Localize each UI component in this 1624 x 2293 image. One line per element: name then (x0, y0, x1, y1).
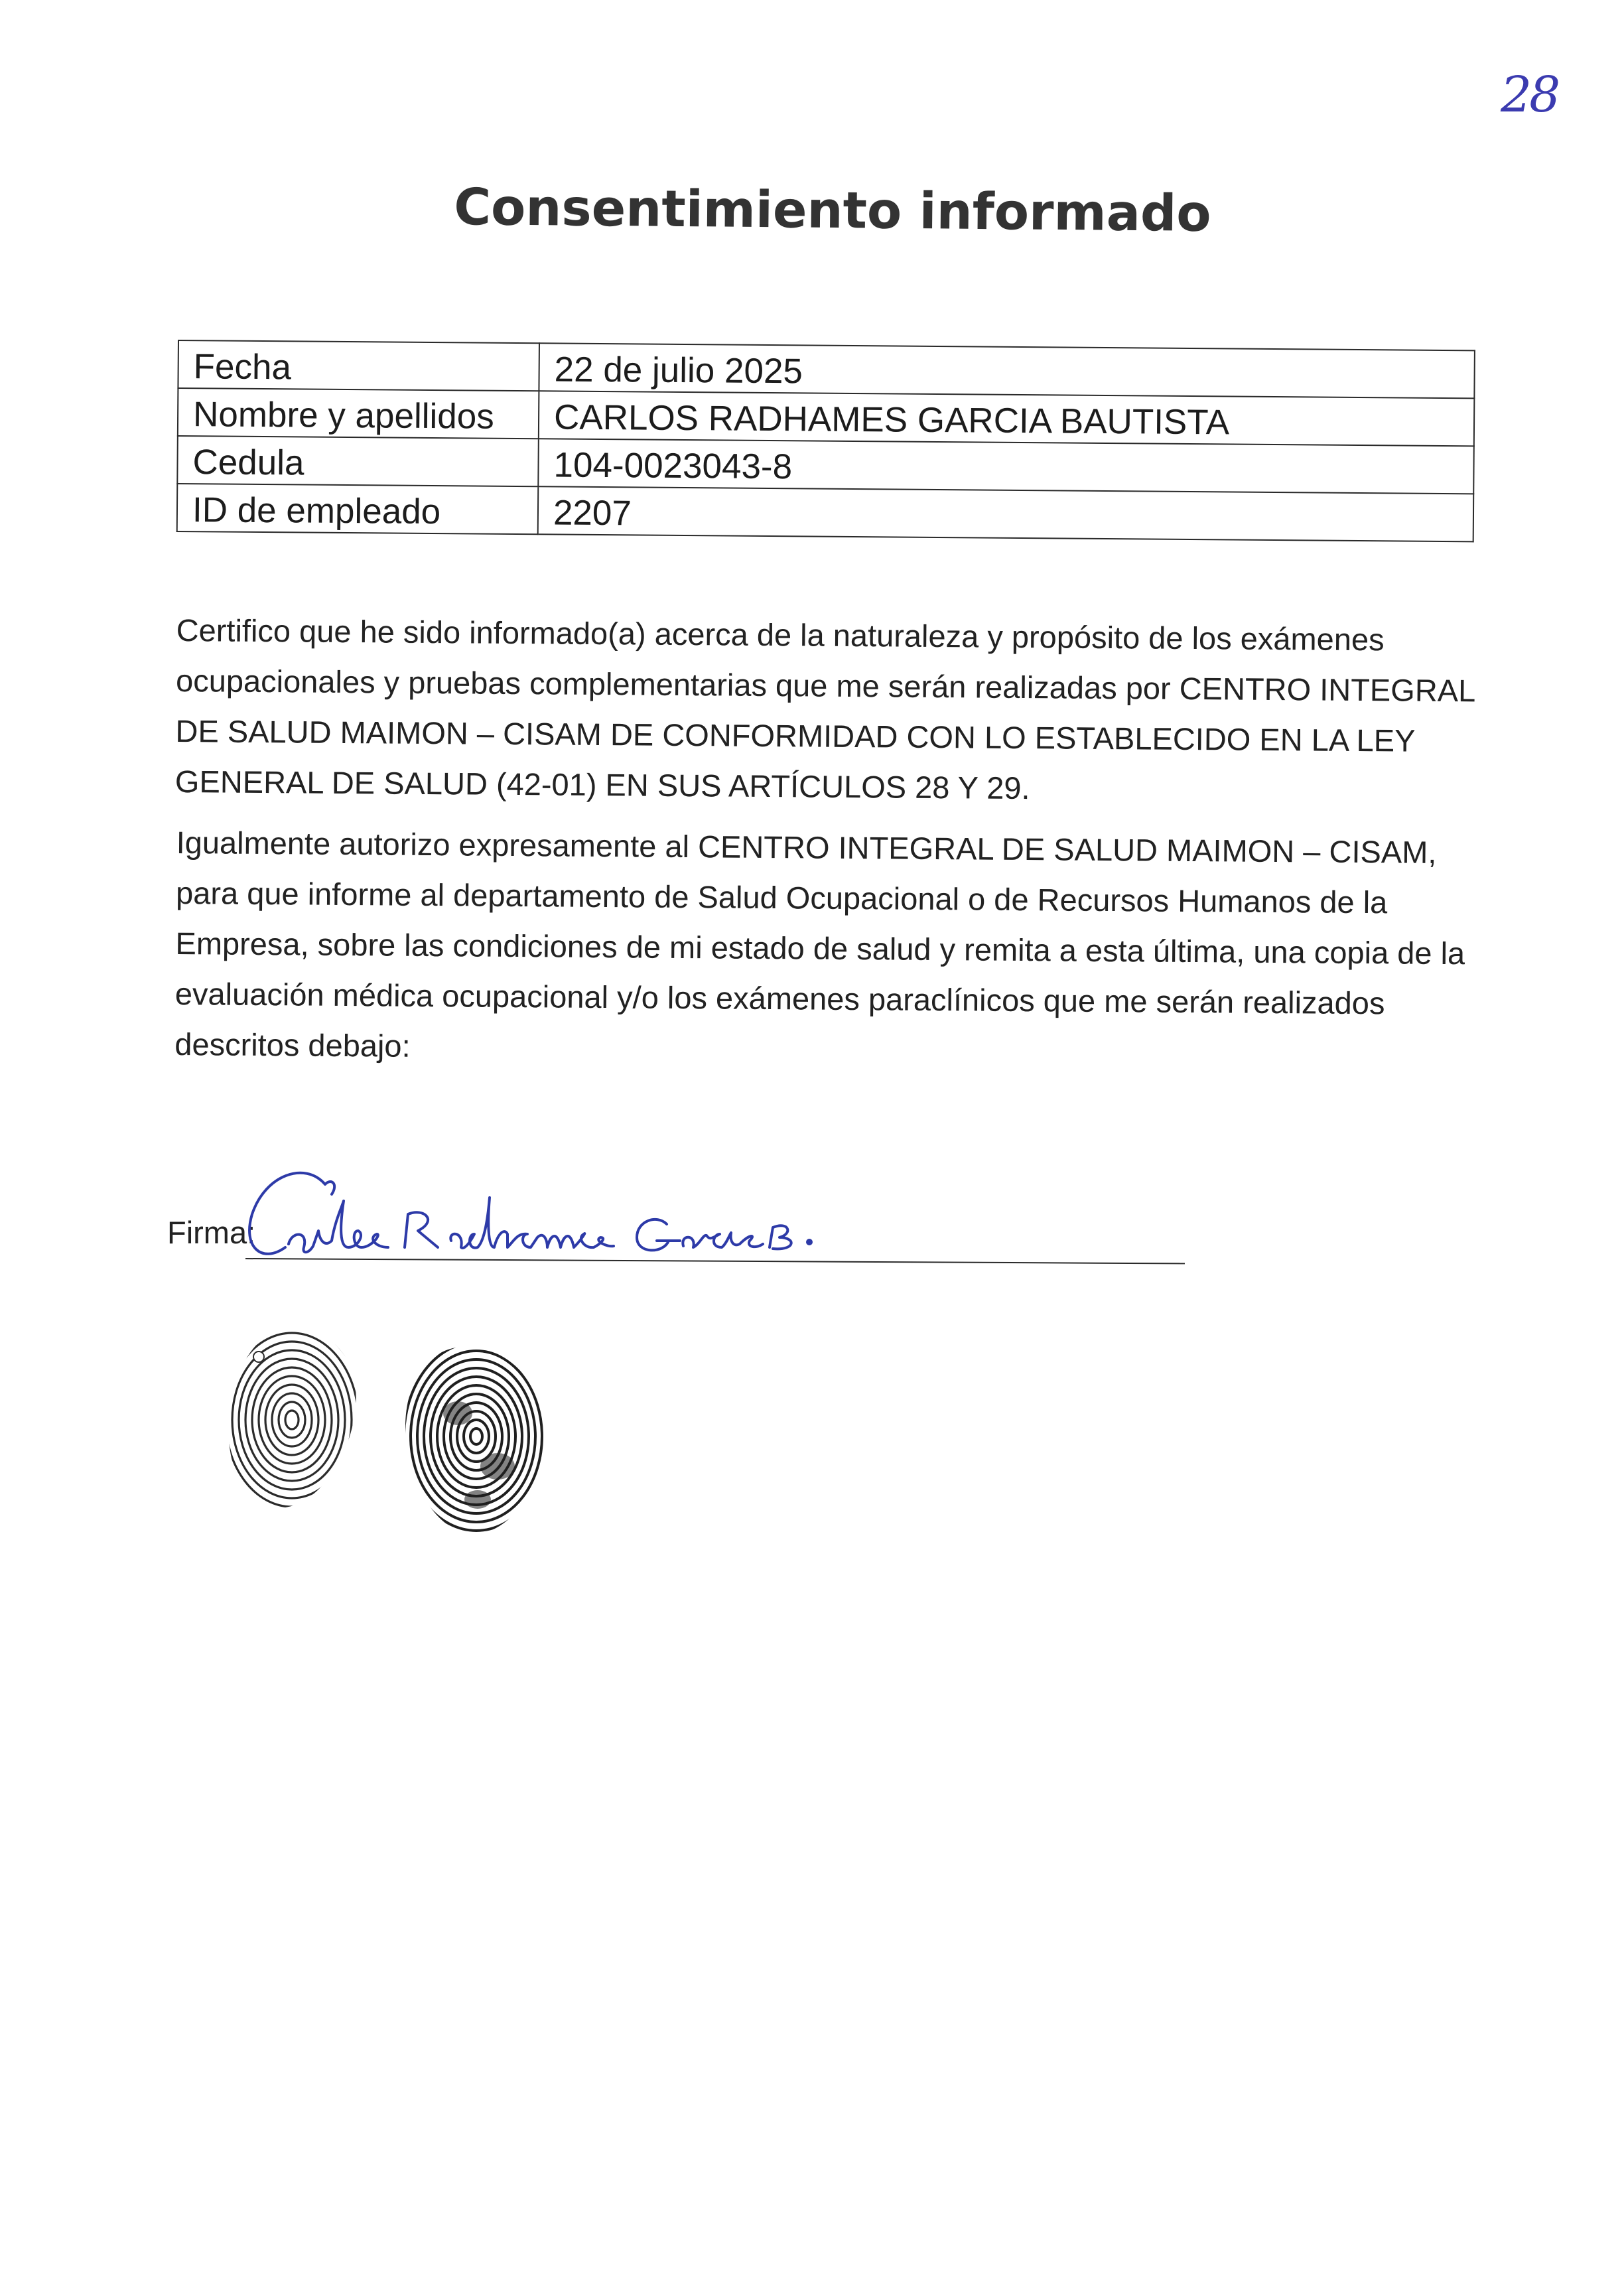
signature-label: Firma: (167, 1215, 256, 1250)
row-value: CARLOS RADHAMES GARCIA BAUTISTA (539, 391, 1475, 446)
document-title: Consentimiento informado (453, 177, 1211, 243)
row-value: 22 de julio 2025 (539, 343, 1475, 398)
consent-paragraph-2: Igualmente autorizo expresamente al CENTRO INTEGRAL DE SALUD MAIMON – CISAM, para que informe al departamento de Salud Ocupacional o de Recursos Humanos de la Empresa, sobre las condiciones de mi estado de salud y remita a esta última, una copia de la evaluación médica ocupacional y/o los exámenes paraclínicos que me serán realizados descritos debajo: (174, 824, 1465, 1064)
page-number: 28 (1501, 66, 1558, 123)
row-label: ID de empleado (177, 484, 539, 534)
table-row-id-empleado (177, 484, 1474, 541)
consent-paragraph-1: Certifico que he sido informado(a) acerca de la naturaleza y propósito de los exámenes ocupacionales y pruebas complementarias que me serán realizadas por CENTRO INTEGRAL DE SALUD MAIMON – CISAM DE CONFORMIDAD CON LO ESTABLECIDO EN LA LEY GENERAL DE SALUD (42-01) EN SUS ARTÍCULOS 28 Y 29. (174, 612, 1475, 806)
row-value: 104-0023043-8 (538, 439, 1474, 494)
info-table (176, 340, 1475, 542)
fingerprint-left (219, 1320, 365, 1513)
row-value: 2207 (538, 486, 1474, 541)
handwritten-signature (226, 1148, 862, 1281)
fingerprint-right (398, 1340, 551, 1539)
row-label: Nombre y apellidos (178, 388, 539, 439)
row-label: Cedula (177, 436, 539, 486)
row-label: Fecha (178, 340, 539, 391)
